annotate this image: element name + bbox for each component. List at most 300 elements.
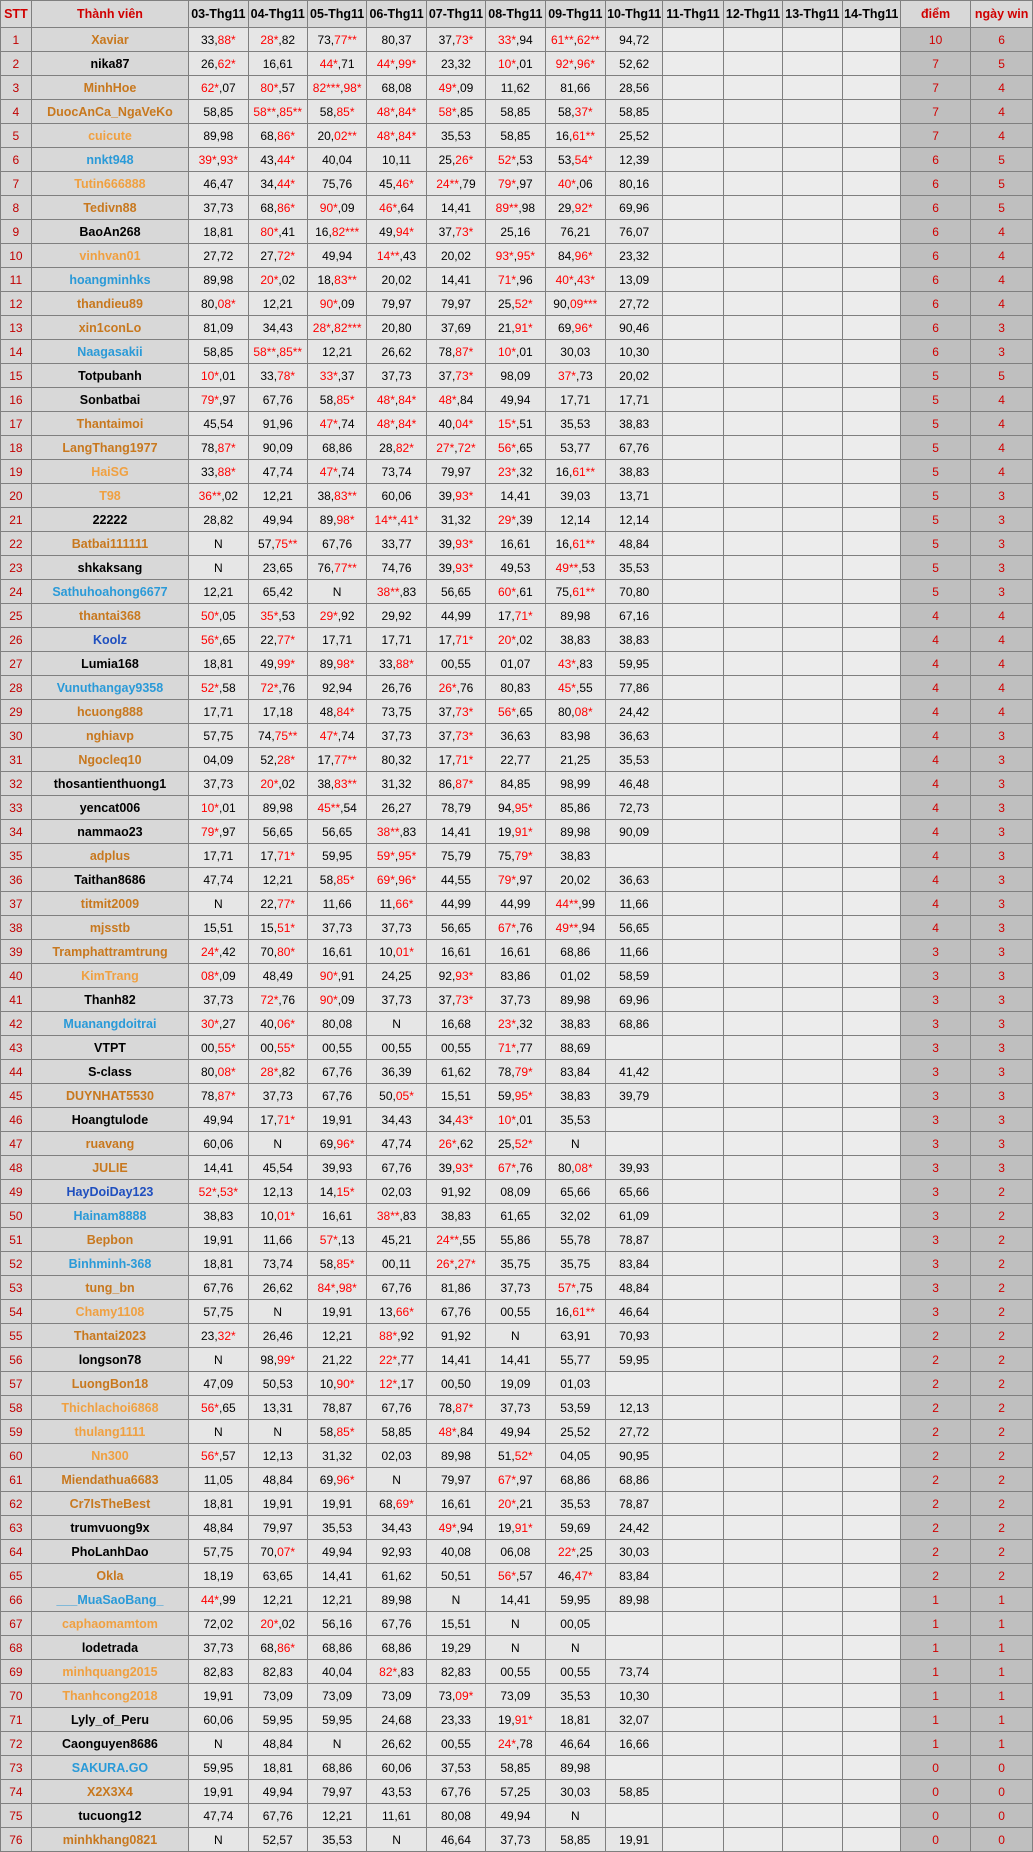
day-value: 65,66 xyxy=(545,1180,606,1204)
day-value: 63,91 xyxy=(545,1324,606,1348)
day-value: 16,61** xyxy=(545,532,606,556)
row-stt: 48 xyxy=(1,1156,32,1180)
day-value: 20,80 xyxy=(367,316,426,340)
score-cell: 2 xyxy=(900,1516,970,1540)
day-value xyxy=(783,1612,842,1636)
day-value xyxy=(663,1372,724,1396)
day-value: 34,44* xyxy=(248,172,307,196)
day-value: 69,96 xyxy=(606,196,663,220)
day-value: 43,44* xyxy=(248,148,307,172)
day-value: 00,55 xyxy=(426,1732,485,1756)
day-value xyxy=(663,1324,724,1348)
day-value xyxy=(842,268,900,292)
day-value xyxy=(842,1756,900,1780)
table-row xyxy=(1,1084,1033,1108)
day-value: 38,83 xyxy=(606,628,663,652)
member-name: DuocAnCa_NgaVeKo xyxy=(31,100,188,124)
day-value: 37,73 xyxy=(486,1276,545,1300)
score-cell: 7 xyxy=(900,124,970,148)
day-value xyxy=(606,844,663,868)
day-value: 92,94 xyxy=(307,676,366,700)
day-value: 92,93 xyxy=(367,1540,426,1564)
day-value xyxy=(723,1540,782,1564)
day-value: 26,62 xyxy=(367,340,426,364)
member-name: Xaviar xyxy=(31,28,188,52)
day-value: 82,83 xyxy=(426,1660,485,1684)
day-value xyxy=(723,724,782,748)
score-cell: 2 xyxy=(900,1492,970,1516)
wins-cell: 4 xyxy=(971,244,1033,268)
day-value: 23,65 xyxy=(248,556,307,580)
day-value: 90,09*** xyxy=(545,292,606,316)
day-value xyxy=(723,1180,782,1204)
day-value xyxy=(783,508,842,532)
day-value xyxy=(723,1492,782,1516)
score-cell: 3 xyxy=(900,1036,970,1060)
day-value: 60*,61 xyxy=(486,580,545,604)
day-value: 33*,37 xyxy=(307,364,366,388)
day-value: 19,91 xyxy=(189,1684,248,1708)
member-name: Taithan8686 xyxy=(31,868,188,892)
day-value xyxy=(842,1036,900,1060)
day-value xyxy=(783,604,842,628)
day-value: 15,51 xyxy=(426,1084,485,1108)
day-value xyxy=(783,1660,842,1684)
table-row xyxy=(1,364,1033,388)
day-value xyxy=(842,460,900,484)
day-value: 89,98 xyxy=(606,1588,663,1612)
score-cell: 4 xyxy=(900,796,970,820)
member-name: hcuong888 xyxy=(31,700,188,724)
day-value: 89,98 xyxy=(545,604,606,628)
score-cell: 5 xyxy=(900,364,970,388)
day-value xyxy=(663,76,724,100)
day-value: 55,86 xyxy=(486,1228,545,1252)
day-value: 17,71 xyxy=(367,628,426,652)
header-day: 08-Thg11 xyxy=(486,1,545,28)
day-value: 92,93* xyxy=(426,964,485,988)
day-value: 16,61 xyxy=(248,52,307,76)
table-row xyxy=(1,1204,1033,1228)
day-value xyxy=(723,1564,782,1588)
day-value xyxy=(663,1348,724,1372)
day-value xyxy=(842,1516,900,1540)
day-value: N xyxy=(367,1468,426,1492)
day-value xyxy=(663,1444,724,1468)
score-cell: 5 xyxy=(900,412,970,436)
day-value: 56*,65 xyxy=(189,628,248,652)
day-value: 44,55 xyxy=(426,868,485,892)
day-value: 16,61** xyxy=(545,1300,606,1324)
score-cell: 6 xyxy=(900,268,970,292)
day-value: 78,87* xyxy=(189,1084,248,1108)
day-value: 50,05* xyxy=(367,1084,426,1108)
day-value xyxy=(663,1612,724,1636)
day-value xyxy=(723,124,782,148)
day-value: 89,98* xyxy=(307,508,366,532)
score-cell: 5 xyxy=(900,388,970,412)
member-name: Muanangdoitrai xyxy=(31,1012,188,1036)
row-stt: 41 xyxy=(1,988,32,1012)
day-value xyxy=(842,436,900,460)
member-name: tucuong12 xyxy=(31,1804,188,1828)
day-value: 44,99 xyxy=(426,604,485,628)
day-value xyxy=(783,748,842,772)
day-value: 10,01* xyxy=(248,1204,307,1228)
day-value xyxy=(723,1420,782,1444)
wins-cell: 2 xyxy=(971,1444,1033,1468)
day-value: 37,73* xyxy=(426,988,485,1012)
score-cell: 3 xyxy=(900,1108,970,1132)
day-value: 49,94 xyxy=(486,1420,545,1444)
day-value: 20*,02 xyxy=(486,628,545,652)
day-value xyxy=(783,1084,842,1108)
day-value: 83,98 xyxy=(545,724,606,748)
day-value: 47,74 xyxy=(248,460,307,484)
row-stt: 5 xyxy=(1,124,32,148)
wins-cell: 3 xyxy=(971,988,1033,1012)
day-value xyxy=(663,1756,724,1780)
member-name: HayDoiDay123 xyxy=(31,1180,188,1204)
row-stt: 30 xyxy=(1,724,32,748)
day-value: 28*,82 xyxy=(248,28,307,52)
member-name: longson78 xyxy=(31,1348,188,1372)
day-value xyxy=(723,580,782,604)
day-value: 80,08* xyxy=(545,1156,606,1180)
day-value: 69*,96* xyxy=(367,868,426,892)
day-value: 13,71 xyxy=(606,484,663,508)
day-value: 29,92 xyxy=(367,604,426,628)
day-value: 98,09 xyxy=(486,364,545,388)
day-value: 56*,65 xyxy=(486,436,545,460)
wins-cell: 4 xyxy=(971,124,1033,148)
day-value: 01,02 xyxy=(545,964,606,988)
day-value xyxy=(783,1780,842,1804)
row-stt: 35 xyxy=(1,844,32,868)
day-value: 89,98 xyxy=(426,1444,485,1468)
member-name: MinhHoe xyxy=(31,76,188,100)
day-value: 61,62 xyxy=(426,1060,485,1084)
day-value: 90*,09 xyxy=(307,196,366,220)
day-value: 40*,43* xyxy=(545,268,606,292)
day-value: 38,83** xyxy=(307,484,366,508)
table-row xyxy=(1,1324,1033,1348)
table-row xyxy=(1,1420,1033,1444)
row-stt: 29 xyxy=(1,700,32,724)
day-value: 90*,09 xyxy=(307,292,366,316)
day-value: 10,01* xyxy=(367,940,426,964)
member-name: Nn300 xyxy=(31,1444,188,1468)
wins-cell: 3 xyxy=(971,316,1033,340)
day-value: 04,05 xyxy=(545,1444,606,1468)
day-value xyxy=(783,844,842,868)
day-value: 52,28* xyxy=(248,748,307,772)
day-value xyxy=(783,868,842,892)
day-value: 33,77 xyxy=(367,532,426,556)
day-value: 12,21 xyxy=(248,1588,307,1612)
day-value: 68,86 xyxy=(307,1756,366,1780)
day-value: 49,94 xyxy=(486,1804,545,1828)
day-value: 90,95 xyxy=(606,1444,663,1468)
day-value xyxy=(723,1036,782,1060)
day-value: 41,42 xyxy=(606,1060,663,1084)
day-value xyxy=(663,1204,724,1228)
day-value: 25,52 xyxy=(545,1420,606,1444)
day-value xyxy=(723,244,782,268)
day-value: 92*,96* xyxy=(545,52,606,76)
day-value: 44**,99 xyxy=(545,892,606,916)
day-value: 58,85* xyxy=(307,868,366,892)
member-name: DUYNHAT5530 xyxy=(31,1084,188,1108)
score-cell: 1 xyxy=(900,1588,970,1612)
day-value xyxy=(783,1540,842,1564)
wins-cell: 4 xyxy=(971,676,1033,700)
day-value xyxy=(842,1276,900,1300)
day-value: 45,54 xyxy=(248,1156,307,1180)
day-value: 12,13 xyxy=(248,1444,307,1468)
day-value: 14,15* xyxy=(307,1180,366,1204)
member-name: ruavang xyxy=(31,1132,188,1156)
day-value: 36,39 xyxy=(367,1060,426,1084)
row-stt: 23 xyxy=(1,556,32,580)
day-value: 80,08* xyxy=(189,1060,248,1084)
day-value xyxy=(842,1180,900,1204)
day-value: 46,47 xyxy=(189,172,248,196)
day-value xyxy=(783,172,842,196)
day-value xyxy=(723,196,782,220)
day-value: 48*,84* xyxy=(367,124,426,148)
day-value xyxy=(663,220,724,244)
day-value: 38,83 xyxy=(545,1084,606,1108)
day-value xyxy=(842,1660,900,1684)
day-value: 79,97 xyxy=(426,292,485,316)
day-value: 26,76 xyxy=(367,676,426,700)
wins-cell: 2 xyxy=(971,1540,1033,1564)
day-value: 37,73 xyxy=(486,988,545,1012)
day-value: 39*,93* xyxy=(189,148,248,172)
day-value: 68,86 xyxy=(606,1012,663,1036)
wins-cell: 3 xyxy=(971,1060,1033,1084)
table-row xyxy=(1,628,1033,652)
day-value: 79*,97 xyxy=(189,820,248,844)
day-value xyxy=(723,1516,782,1540)
day-value: 15,51* xyxy=(248,916,307,940)
day-value xyxy=(663,1516,724,1540)
day-value xyxy=(842,148,900,172)
day-value xyxy=(783,772,842,796)
day-value: 49,94 xyxy=(307,244,366,268)
score-cell: 2 xyxy=(900,1444,970,1468)
wins-cell: 3 xyxy=(971,484,1033,508)
member-name: Chamy1108 xyxy=(31,1300,188,1324)
day-value: 10,30 xyxy=(606,1684,663,1708)
member-name: PhoLanhDao xyxy=(31,1540,188,1564)
day-value: 58,85 xyxy=(367,1420,426,1444)
day-value: 43*,83 xyxy=(545,652,606,676)
day-value xyxy=(663,100,724,124)
table-row xyxy=(1,1756,1033,1780)
day-value: 45,21 xyxy=(367,1228,426,1252)
day-value: 10*,01 xyxy=(189,364,248,388)
day-value: 14,41 xyxy=(307,1564,366,1588)
table-row xyxy=(1,76,1033,100)
member-name: shkaksang xyxy=(31,556,188,580)
day-value: 57*,13 xyxy=(307,1228,366,1252)
day-value: 72*,76 xyxy=(248,988,307,1012)
day-value xyxy=(723,820,782,844)
day-value: 45,46* xyxy=(367,172,426,196)
day-value xyxy=(842,1060,900,1084)
row-stt: 2 xyxy=(1,52,32,76)
day-value: N xyxy=(307,1732,366,1756)
day-value xyxy=(663,1084,724,1108)
day-value: 80,16 xyxy=(606,172,663,196)
table-row xyxy=(1,1228,1033,1252)
row-stt: 37 xyxy=(1,892,32,916)
day-value xyxy=(663,1732,724,1756)
day-value xyxy=(842,1564,900,1588)
day-value: 49,94 xyxy=(486,388,545,412)
day-value: 17,71 xyxy=(545,388,606,412)
day-value xyxy=(723,484,782,508)
day-value: 36,63 xyxy=(486,724,545,748)
day-value: 59*,95* xyxy=(367,844,426,868)
day-value: 20,02 xyxy=(426,244,485,268)
day-value xyxy=(723,412,782,436)
day-value xyxy=(842,100,900,124)
day-value xyxy=(723,340,782,364)
day-value xyxy=(842,676,900,700)
wins-cell: 2 xyxy=(971,1300,1033,1324)
day-value xyxy=(663,1780,724,1804)
day-value: 37,73* xyxy=(426,700,485,724)
day-value xyxy=(842,748,900,772)
table-row xyxy=(1,388,1033,412)
day-value: 37,53 xyxy=(426,1756,485,1780)
day-value: 16,61** xyxy=(545,460,606,484)
day-value xyxy=(783,1180,842,1204)
day-value xyxy=(783,1012,842,1036)
row-stt: 52 xyxy=(1,1252,32,1276)
day-value: 31,32 xyxy=(426,508,485,532)
day-value: 89,98 xyxy=(545,820,606,844)
header-day: 14-Thg11 xyxy=(842,1,900,28)
day-value: 16,61** xyxy=(545,124,606,148)
row-stt: 13 xyxy=(1,316,32,340)
day-value xyxy=(663,508,724,532)
day-value xyxy=(663,1828,724,1852)
row-stt: 56 xyxy=(1,1348,32,1372)
row-stt: 50 xyxy=(1,1204,32,1228)
score-cell: 1 xyxy=(900,1732,970,1756)
day-value: 35,53 xyxy=(606,748,663,772)
day-value xyxy=(606,1612,663,1636)
day-value xyxy=(783,1492,842,1516)
day-value xyxy=(842,124,900,148)
day-value: 78,87* xyxy=(426,1396,485,1420)
day-value: 28,82 xyxy=(189,508,248,532)
day-value xyxy=(842,796,900,820)
day-value xyxy=(783,484,842,508)
day-value: 21,91* xyxy=(486,316,545,340)
score-cell: 4 xyxy=(900,676,970,700)
day-value xyxy=(783,700,842,724)
day-value: 24**,79 xyxy=(426,172,485,196)
wins-cell: 3 xyxy=(971,844,1033,868)
day-value: 53,54* xyxy=(545,148,606,172)
day-value: 56,65 xyxy=(606,916,663,940)
score-cell: 1 xyxy=(900,1684,970,1708)
day-value: 55,78 xyxy=(545,1228,606,1252)
day-value: 13,09 xyxy=(606,268,663,292)
day-value: 58,85 xyxy=(606,1780,663,1804)
member-name: S-class xyxy=(31,1060,188,1084)
day-value xyxy=(723,940,782,964)
day-value xyxy=(663,196,724,220)
day-value xyxy=(783,268,842,292)
day-value: 16,61 xyxy=(307,940,366,964)
day-value xyxy=(842,1324,900,1348)
wins-cell: 4 xyxy=(971,628,1033,652)
member-name: vinhvan01 xyxy=(31,244,188,268)
day-value xyxy=(783,892,842,916)
day-value xyxy=(783,1684,842,1708)
day-value xyxy=(783,1588,842,1612)
score-cell: 4 xyxy=(900,628,970,652)
day-value: 12,21 xyxy=(189,580,248,604)
day-value: 49*,94 xyxy=(426,1516,485,1540)
day-value: 23,33 xyxy=(426,1708,485,1732)
day-value: 68,86 xyxy=(606,1468,663,1492)
day-value: 67,76 xyxy=(426,1300,485,1324)
day-value: 68,86 xyxy=(367,1636,426,1660)
day-value: 82***,98* xyxy=(307,76,366,100)
day-value: 00,11 xyxy=(367,1252,426,1276)
day-value: 79,97 xyxy=(248,1516,307,1540)
day-value: 18,81 xyxy=(545,1708,606,1732)
day-value: 36**,02 xyxy=(189,484,248,508)
day-value xyxy=(783,28,842,52)
day-value xyxy=(723,1228,782,1252)
table-row xyxy=(1,1516,1033,1540)
header-member: Thành viên xyxy=(31,1,188,28)
day-value xyxy=(783,1132,842,1156)
member-name: KimTrang xyxy=(31,964,188,988)
day-value xyxy=(842,340,900,364)
day-value: 16,61 xyxy=(486,940,545,964)
score-cell: 3 xyxy=(900,988,970,1012)
day-value: 76,07 xyxy=(606,220,663,244)
table-row xyxy=(1,772,1033,796)
day-value: 35,53 xyxy=(307,1516,366,1540)
day-value: 47*,74 xyxy=(307,724,366,748)
table-row xyxy=(1,460,1033,484)
day-value xyxy=(723,268,782,292)
day-value xyxy=(723,532,782,556)
day-value: 48*,84 xyxy=(426,1420,485,1444)
day-value xyxy=(723,772,782,796)
day-value: 33,88* xyxy=(189,460,248,484)
day-value xyxy=(842,1132,900,1156)
day-value: 19,91* xyxy=(486,1516,545,1540)
day-value xyxy=(783,1060,842,1084)
day-value: 19,91* xyxy=(486,820,545,844)
row-stt: 69 xyxy=(1,1660,32,1684)
day-value xyxy=(663,460,724,484)
wins-cell: 3 xyxy=(971,820,1033,844)
day-value: 04,09 xyxy=(189,748,248,772)
row-stt: 12 xyxy=(1,292,32,316)
